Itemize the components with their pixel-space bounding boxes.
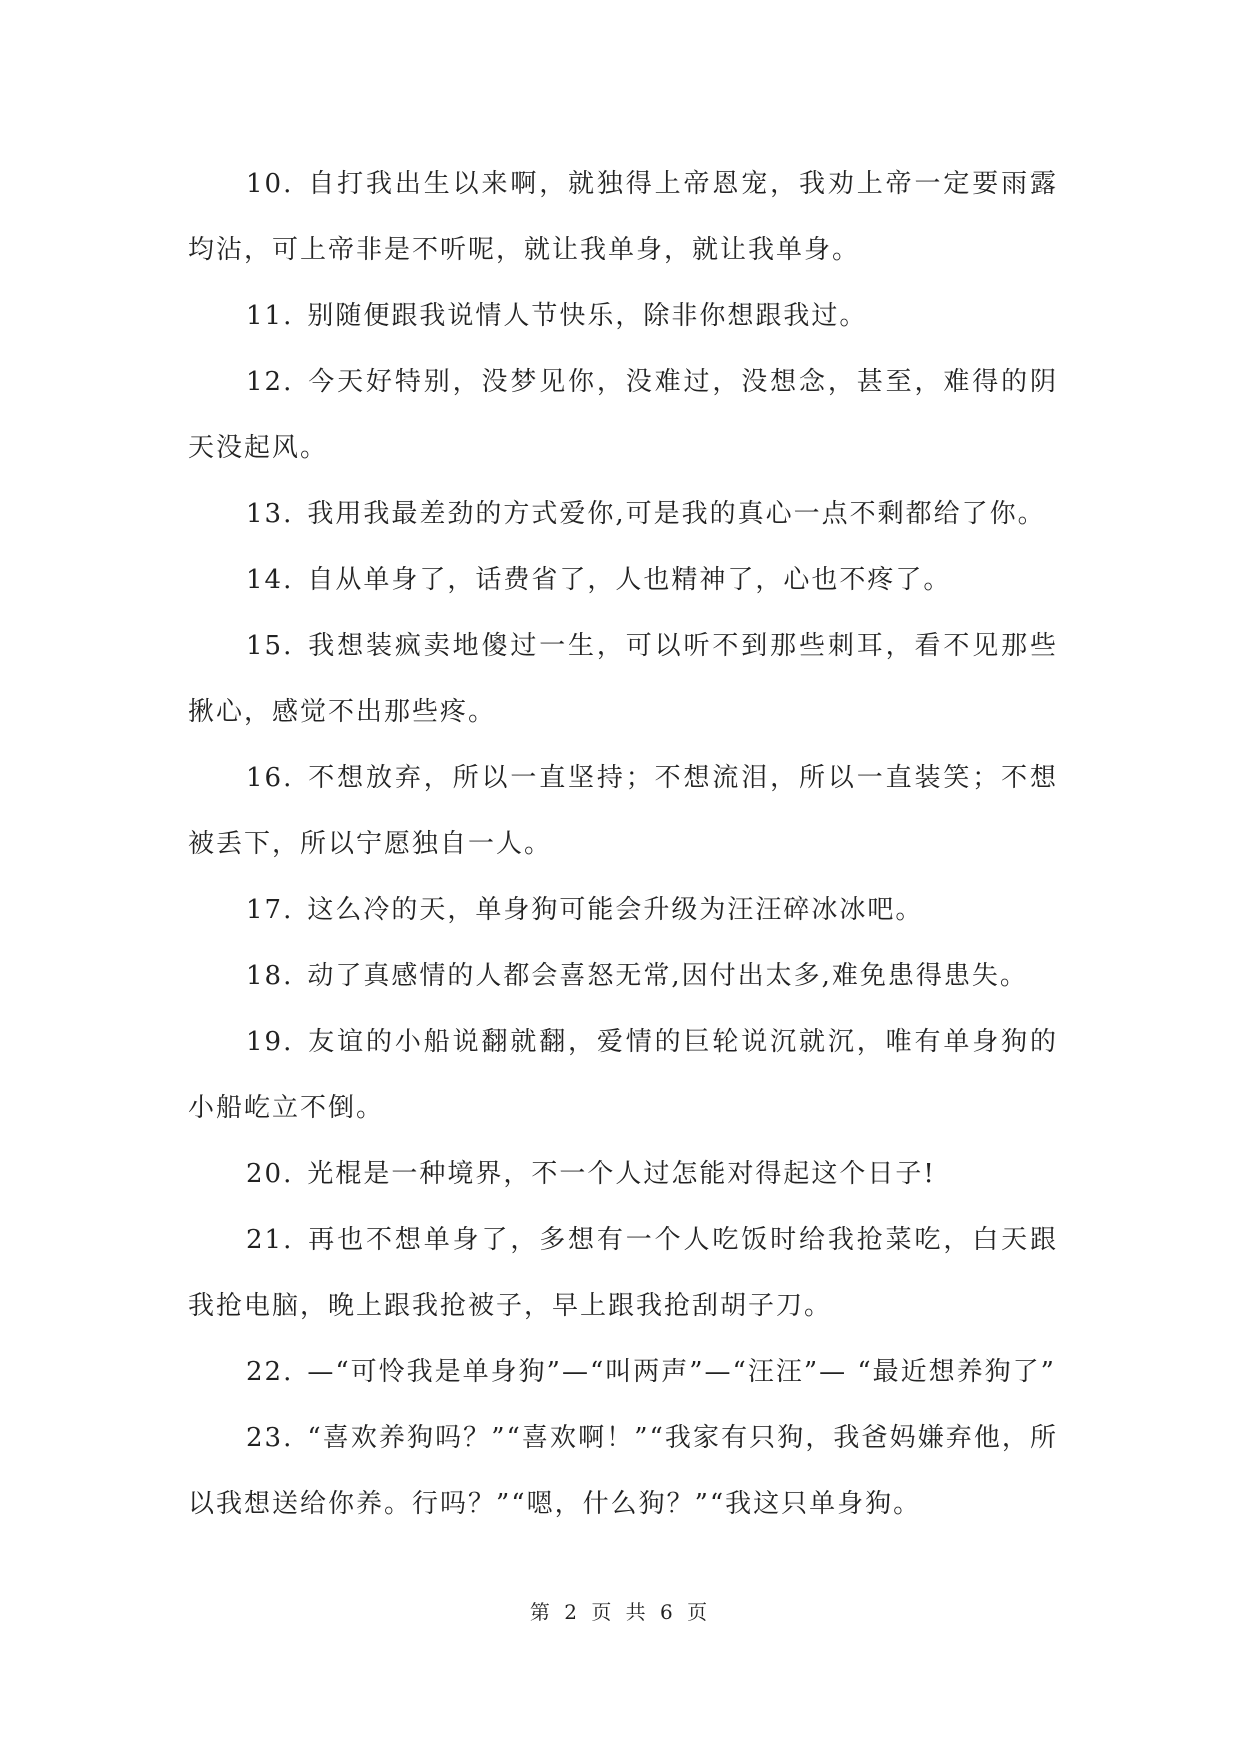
item-number: 10.: [246, 169, 294, 199]
item-number: 21.: [246, 1225, 294, 1255]
item-text: 不想放弃，所以一直坚持；不想流泪，所以一直装笑；不想被丢下，所以宁愿独自一人。: [188, 763, 1058, 859]
paragraph-18: [188, 943, 1058, 1009]
paragraph-11: [188, 283, 1058, 349]
paragraph-10: [188, 151, 1058, 283]
item-number: 20.: [246, 1159, 294, 1189]
paragraph-13: [188, 481, 1058, 547]
item-number: 13.: [246, 499, 294, 529]
paragraph-16: [188, 745, 1058, 877]
item-text: 我想装疯卖地傻过一生，可以听不到那些刺耳，看不见那些揪心，感觉不出那些疼。: [188, 631, 1058, 727]
item-text: “喜欢养狗吗？”“喜欢啊！”“我家有只狗，我爸妈嫌弃他，所以我想送给你养。行吗？”“嗯，什么狗？”“我这只单身狗。: [188, 1423, 1058, 1519]
paragraph-19: [188, 1009, 1058, 1141]
paragraph-14: [188, 547, 1058, 613]
paragraph-15: [188, 613, 1058, 745]
item-number: 23.: [246, 1423, 294, 1453]
page-body: [188, 151, 1058, 1537]
item-text: 自打我出生以来啊，就独得上帝恩宠，我劝上帝一定要雨露均沾，可上帝非是不听呢，就让我单身，就让我单身。: [188, 169, 1058, 265]
item-text: —“可怜我是单身狗”—“叫两声”—“汪汪”— “最近想养狗了”: [307, 1357, 1056, 1387]
item-text: 光棍是一种境界，不一个人过怎能对得起这个日子!: [307, 1159, 936, 1189]
item-text: 这么冷的天，单身狗可能会升级为汪汪碎冰冰吧。: [307, 895, 924, 925]
item-number: 19.: [246, 1027, 294, 1057]
item-text: 动了真感情的人都会喜怒无常,因付出太多,难免患得患失。: [307, 961, 1028, 991]
paragraph-20: [188, 1141, 1058, 1207]
item-text: 我用我最差劲的方式爱你,可是我的真心一点不剩都给了你。: [307, 499, 1046, 529]
paragraph-22: [188, 1339, 1058, 1405]
item-number: 11.: [246, 301, 294, 331]
item-number: 22.: [246, 1357, 294, 1387]
paragraph-23: [188, 1405, 1058, 1537]
item-text: 今天好特别，没梦见你，没难过，没想念，甚至，难得的阴天没起风。: [188, 367, 1058, 463]
item-text: 别随便跟我说情人节快乐，除非你想跟我过。: [307, 301, 868, 331]
item-number: 12.: [246, 367, 294, 397]
page-footer: 第 2 页 共 6 页: [529, 1600, 712, 1624]
item-text: 再也不想单身了，多想有一个人吃饭时给我抢菜吃，白天跟我抢电脑，晚上跟我抢被子，早上跟我抢刮胡子刀。: [188, 1225, 1058, 1321]
item-text: 友谊的小船说翻就翻，爱情的巨轮说沉就沉，唯有单身狗的小船屹立不倒。: [188, 1027, 1058, 1123]
item-text: 自从单身了，话费省了，人也精神了，心也不疼了。: [307, 565, 952, 595]
item-number: 17.: [246, 895, 294, 925]
paragraph-21: [188, 1207, 1058, 1339]
paragraph-12: [188, 349, 1058, 481]
item-number: 15.: [246, 631, 294, 661]
item-number: 18.: [246, 961, 294, 991]
item-number: 16.: [246, 763, 294, 793]
paragraph-17: [188, 877, 1058, 943]
item-number: 14.: [246, 565, 294, 595]
